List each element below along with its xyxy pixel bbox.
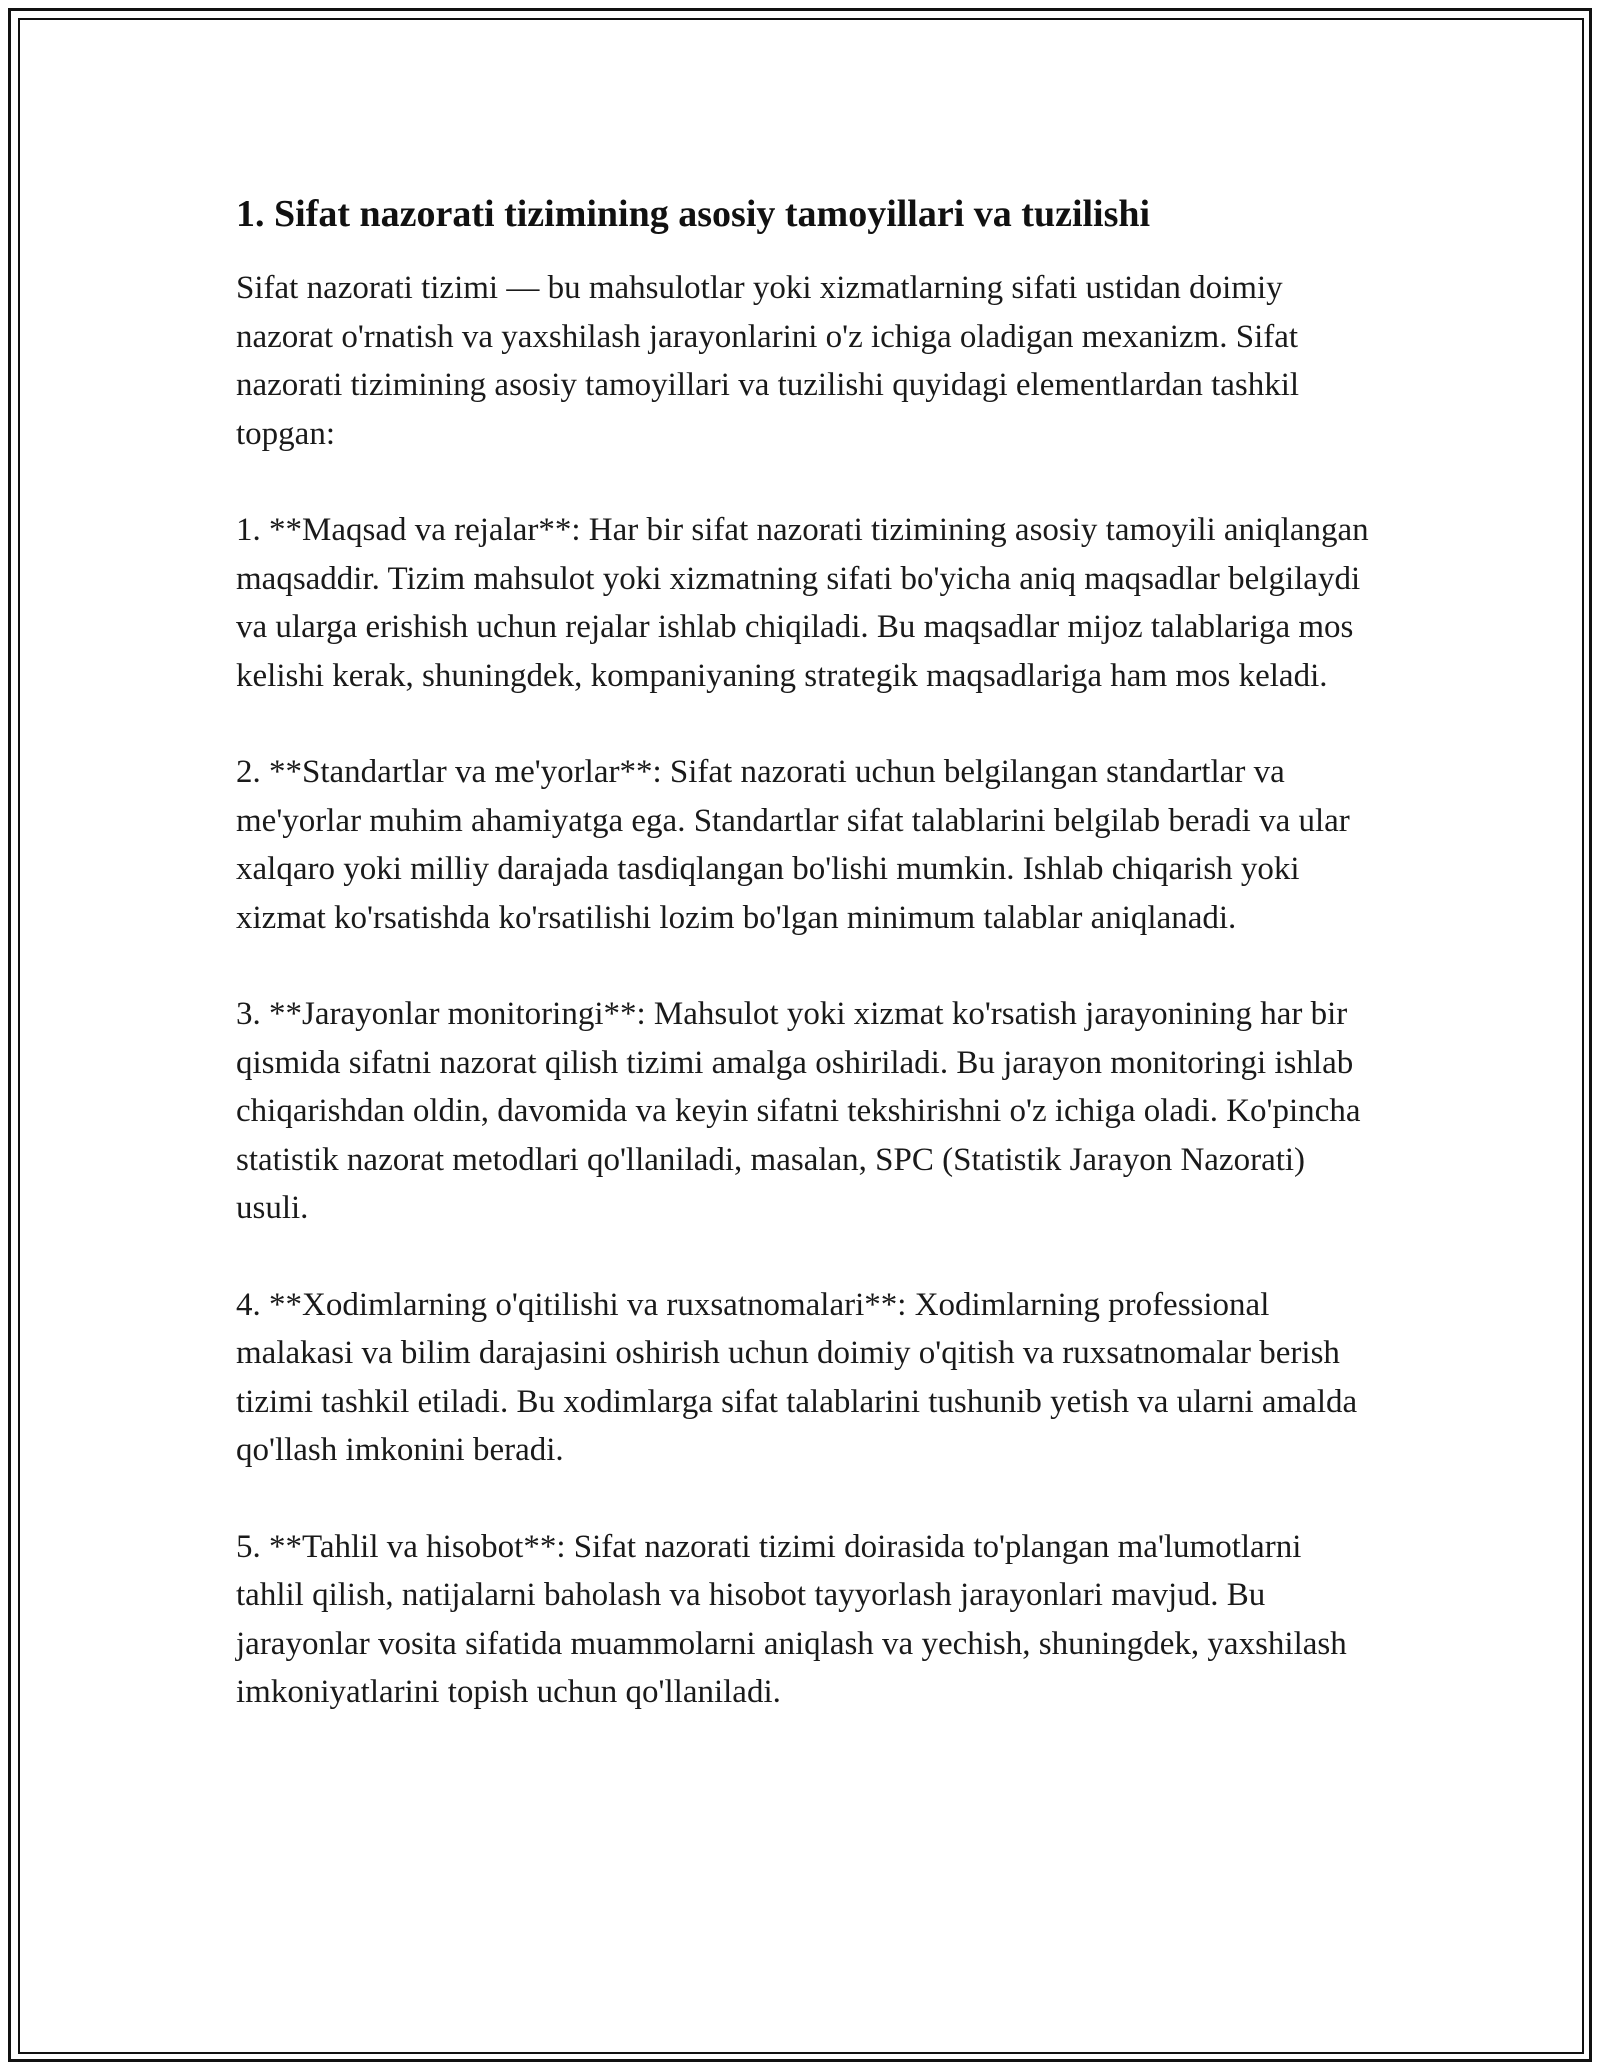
list-item-analysis: 5. **Tahlil va hisobot**: Sifat nazorati tizimi doirasida to'plangan ma'lumotlarni tahlil qilish, natijalarni baholash va hisobot tayyorlash jarayonlari mavjud. Bu jarayonlar vosita sifatida muammolarni aniqlash va yechish, shuningdek, yaxshilash imkoniyatlarini topish uchun qo'llaniladi.	[236, 1528, 1347, 1710]
list-item-training: 4. **Xodimlarning o'qitilishi va ruxsatnomalari**: Xodimlarning professional malakasi va bilim darajasini oshirish uchun doimiy o'qitish va ruxsatnomalar berish tizimi tashkil etiladi. Bu xodimlarga sifat talablarini tushunib yetish va ularni amalda qo'llash imkonini beradi.	[236, 1286, 1358, 1468]
list-item-goals: 1. **Maqsad va rejalar**: Har bir sifat nazorati tizimining asosiy tamoyili aniqlangan maqsaddir. Tizim mahsulot yoki xizmatning sifati bo'yicha aniq maqsadlar belgilaydi va ularga erishish uchun rejalar ishlab chiqiladi. Bu maqsadlar mijoz talablariga mos kelishi kerak, shuningdek, kompaniyaning strategik maqsadlariga ham mos keladi.	[236, 512, 1369, 694]
document-body	[236, 190, 1376, 1765]
list-item-monitoring: 3. **Jarayonlar monitoringi**: Mahsulot yoki xizmat ko'rsatish jarayonining har bir qismida sifatni nazorat qilish tizimi amalga oshiriladi. Bu jarayon monitoringi ishlab chiqarishdan oldin, davomida va keyin sifatni tekshirishni o'z ichiga oladi. Ko'pincha statistik nazorat metodlari qo'llaniladi, masalan, SPC (Statistik Jarayon Nazorati) usuli.	[236, 996, 1361, 1226]
section-heading: 1. Sifat nazorati tizimining asosiy tamoyillari va tuzilishi	[236, 193, 1151, 235]
intro-paragraph: Sifat nazorati tizimi — bu mahsulotlar yoki xizmatlarning sifati ustidan doimiy nazorat o'rnatish va yaxshilash jarayonlarini o'z ichiga oladigan mexanizm. Sifat nazorati tizimining asosiy tamoyillari va tuzilishi quyidagi elementlardan tashkil topgan:	[236, 270, 1300, 452]
list-item-standards: 2. **Standartlar va me'yorlar**: Sifat nazorati uchun belgilangan standartlar va me'yorlar muhim ahamiyatga ega. Standartlar sifat talablarini belgilab beradi va ular xalqaro yoki milliy darajada tasdiqlangan bo'lishi mumkin. Ishlab chiqarish yoki xizmat ko'rsatishda ko'rsatilishi lozim bo'lgan minimum talablar aniqlanadi.	[236, 754, 1350, 936]
